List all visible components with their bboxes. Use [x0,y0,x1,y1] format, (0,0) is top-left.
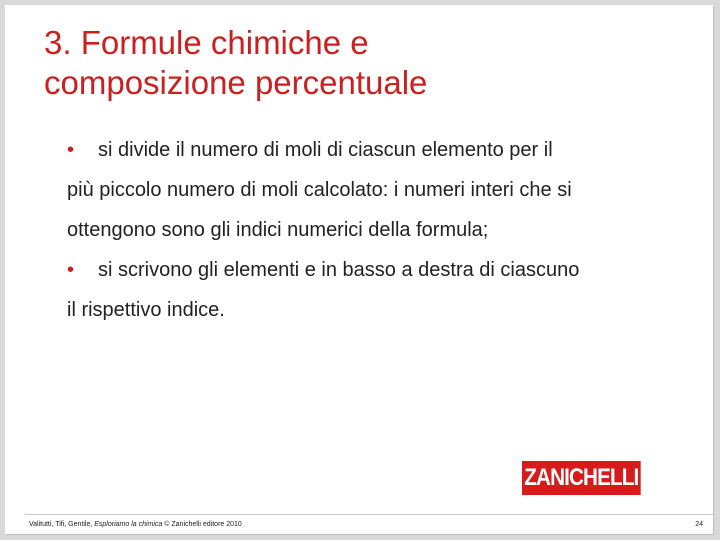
bullet-2-line-1 [67,250,707,290]
footer-authors: Valitutti, Tifi, Gentile, [29,521,95,528]
bullet-marker: • [67,259,75,281]
footer-book-title: Esploriamo la chimica [94,521,163,528]
bullet-1-line-3: ottengono sono gli indici numerici della formula; [67,219,489,241]
slide-content [67,130,707,330]
bullet-item-1 [67,130,707,250]
bullet-1-line-2: più piccolo numero di moli calcolato: i numeri interi che si [67,179,572,201]
slide-title-line-2: composizione percentuale [44,64,428,101]
slide-title-line-1: 3. Formule chimiche e [44,24,369,61]
bullet-1-line-1 [67,130,707,170]
bullet-2-line-2: il rispettivo indice. [67,299,225,321]
bullet-text: si divide il numero di moli di ciascun elemento per il [98,139,553,161]
page-number: 24 [695,521,703,528]
footer-copyright: © Zanichelli editore 2010 [162,521,242,528]
slide [5,5,713,534]
publisher-logo: ZANICHELLI [522,461,641,495]
footer-divider [25,514,713,515]
bullet-item-2 [67,250,707,330]
footer-citation [29,520,242,530]
bullet-marker: • [67,139,75,161]
bullet-text: si scrivono gli elementi e in basso a destra di ciascuno [98,259,580,281]
slide-title [44,23,664,103]
